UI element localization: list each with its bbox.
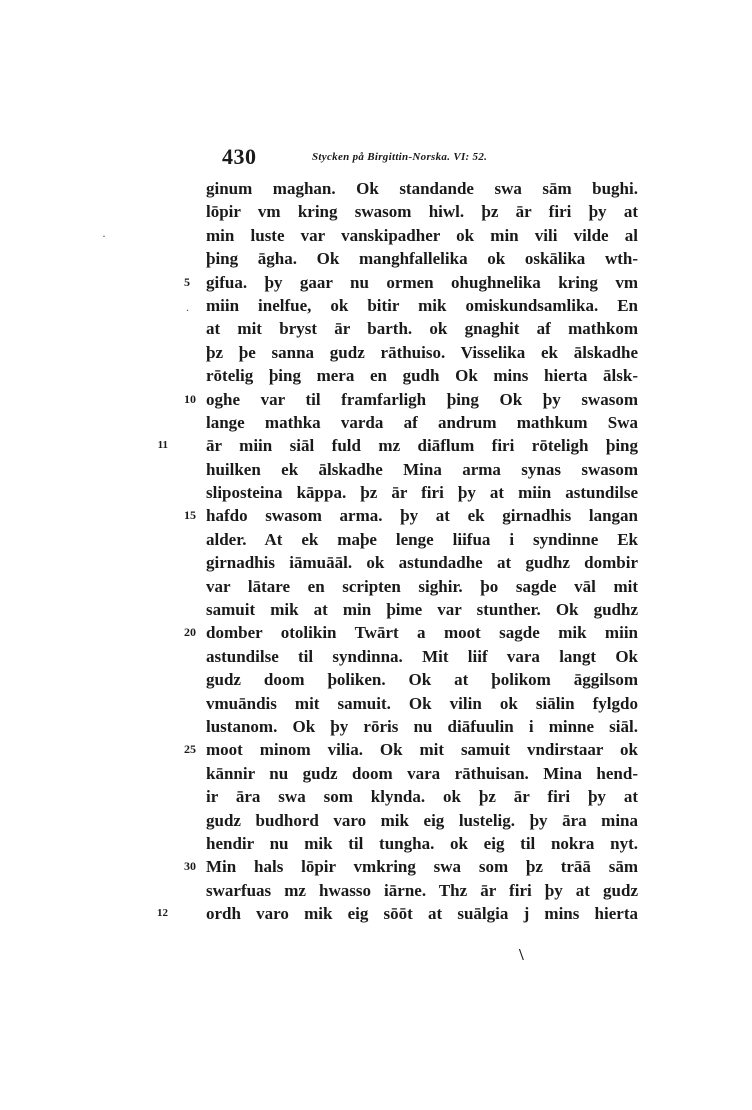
margin-speck: ·: [102, 229, 106, 243]
line-text: gudz doom þoliken. Ok at þolikom āggilsom: [206, 670, 638, 690]
line-text: oghe var til framfarligh þing Ok þy swasom: [206, 389, 638, 409]
text-line: [206, 809, 638, 832]
page-header: [222, 144, 642, 172]
text-line: [206, 177, 638, 200]
line-text: ir āra swa som klynda. ok þz ār firi þy at: [206, 787, 638, 807]
text-line: [206, 458, 638, 481]
text-line: [206, 224, 638, 247]
text-line: [184, 621, 638, 644]
line-text: huilken ek ālskadhe Mina arma synas swasom: [206, 459, 638, 479]
text-line: [184, 504, 638, 527]
line-text: astundilse til syndinna. Mit liif vara langt Ok: [206, 646, 638, 666]
text-line: [206, 411, 638, 434]
line-text: þing āgha. Ok manghfallelika ok oskālika wth-: [206, 249, 638, 269]
text-line: [184, 271, 638, 294]
line-text: lustanom. Ok þy rōris nu diāfuulin i minne siāl.: [206, 716, 638, 736]
text-line: [206, 668, 638, 691]
text-line: [206, 317, 638, 340]
text-line: [206, 715, 638, 738]
running-title: Stycken på Birgittin-Norska. VI: 52.: [312, 151, 488, 163]
line-text: þz þe sanna gudz rāthuiso. Visselika ek ālskadhe: [206, 342, 638, 362]
line-number: 30: [184, 859, 196, 874]
line-number: 10: [184, 391, 196, 406]
footer-mark: \: [519, 945, 524, 964]
line-text: sliposteina kāppa. þz ār firi þy at miin astundilse: [206, 483, 638, 503]
text-line: [206, 341, 638, 364]
line-text: at mit bryst ār barth. ok gnaghit af mathkom: [206, 319, 638, 339]
line-text: moot minom vilia. Ok mit samuit vndirstaar ok: [206, 740, 638, 760]
line-text: miin inelfue, ok bitir mik omiskundsamlika. En: [206, 295, 638, 315]
line-number: 5: [184, 274, 190, 289]
text-line: [206, 247, 638, 270]
line-text: alder. At ek maþe lenge liifua i syndinne Ek: [206, 529, 638, 549]
text-line: [206, 364, 638, 387]
text-line: [206, 692, 638, 715]
line-text: lōpir vm kring swasom hiwl. þz ār firi þy at: [206, 202, 638, 222]
text-line: [206, 902, 638, 925]
line-number: 20: [184, 625, 196, 640]
line-text: ginum maghan. Ok standande swa sām bughi.: [206, 179, 638, 198]
text-line: [206, 528, 638, 551]
text-line: [206, 879, 638, 902]
text-line: [206, 575, 638, 598]
text-line: [206, 200, 638, 223]
line-text: ordh varo mik eig sōōt at suālgia j mins hierta: [206, 904, 638, 924]
text-line: [206, 294, 638, 317]
line-number: 25: [184, 742, 196, 757]
line-text: rōtelig þing mera en gudh Ok mins hierta ālsk-: [206, 366, 638, 386]
text-line: [206, 481, 638, 504]
line-text: vmuāndis mit samuit. Ok vilin ok siālin fylgdo: [206, 693, 638, 713]
line-text: gifua. þy gaar nu ormen ohughnelika kring vm: [206, 272, 638, 292]
line-number: 15: [184, 508, 196, 523]
line-text: lange mathka varda af andrum mathkum Swa: [206, 412, 638, 432]
line-text: var lātare en scripten sighir. þo sagde vāl mit: [206, 576, 638, 596]
text-line: [206, 832, 638, 855]
text-line: [184, 738, 638, 761]
signature-mark: 12: [157, 907, 168, 920]
text-line: [206, 785, 638, 808]
text-line: [206, 434, 638, 457]
signature-mark: 11: [157, 439, 168, 452]
text-line: [206, 762, 638, 785]
text-line: [206, 551, 638, 574]
line-text: hafdo swasom arma. þy at ek girnadhis langan: [206, 506, 638, 526]
page-number: 430: [222, 144, 257, 169]
line-text: swarfuas mz hwasso iārne. Thz ār firi þy at gudz: [206, 880, 638, 900]
line-text: hendir nu mik til tungha. ok eig til nokra nyt.: [206, 833, 638, 853]
body-text: [184, 177, 638, 926]
text-line: [184, 388, 638, 411]
line-text: min luste var vanskipadher ok min vili vilde al: [206, 225, 638, 245]
line-text: ār miin siāl fuld mz diāflum firi rōteligh þing: [206, 436, 638, 456]
line-text: samuit mik at min þime var stunther. Ok gudhz: [206, 600, 638, 620]
margin-speck: .: [186, 300, 189, 314]
text-line: [206, 598, 638, 621]
text-line: [206, 645, 638, 668]
line-text: kānnir nu gudz doom vara rāthuisan. Mina hend-: [206, 763, 638, 783]
line-text: Min hals lōpir vmkring swa som þz trāā sām: [206, 857, 638, 877]
text-line: [184, 855, 638, 878]
line-text: gudz budhord varo mik eig lustelig. þy āra mina: [206, 810, 638, 830]
line-text: girnadhis iāmuāāl. ok astundadhe at gudhz dombir: [206, 553, 638, 573]
line-text: domber otolikin Twārt a moot sagde mik miin: [206, 623, 638, 643]
